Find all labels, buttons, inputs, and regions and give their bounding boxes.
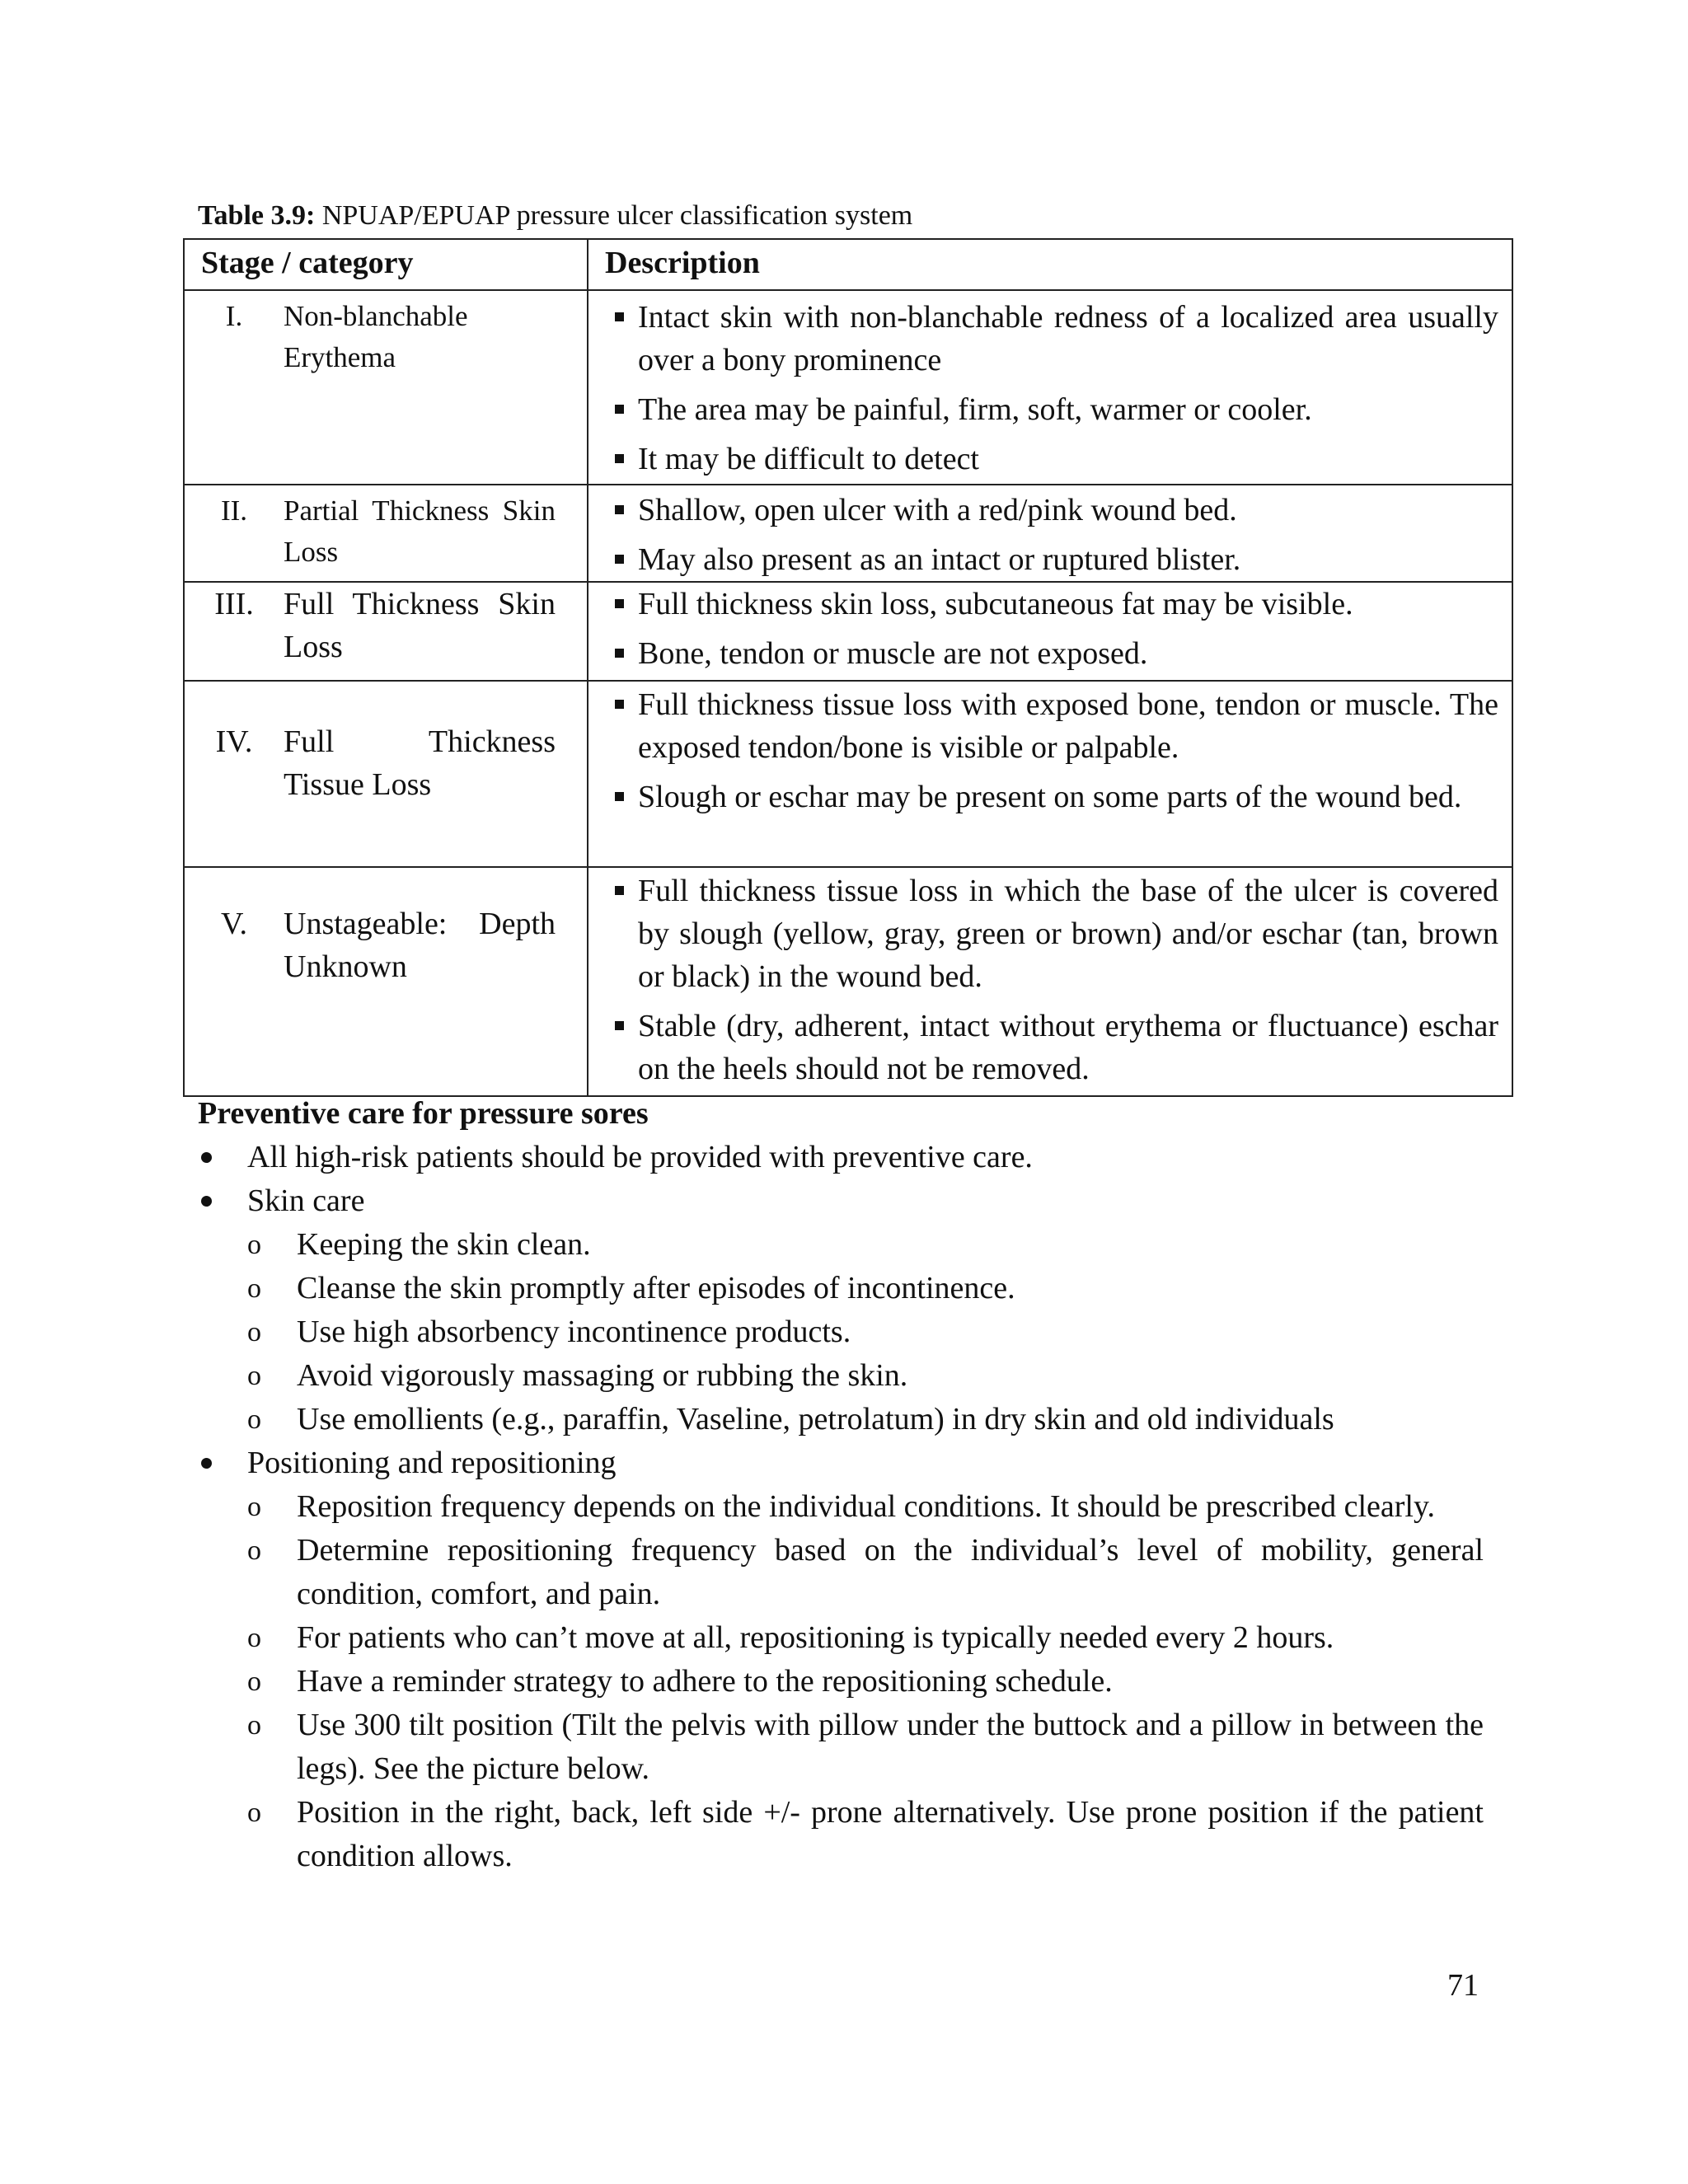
sub-list-item-text: Use high absorbency incontinence products. <box>297 1315 851 1349</box>
page-number: 71 <box>1447 1968 1479 2003</box>
stage-cell <box>184 867 588 1096</box>
description-item: Full thickness tissue loss in which the base of the ulcer is covered by slough (yellow, gray, green or brown) and/or eschar (tan, brown or black) in the wound bed. <box>615 869 1498 998</box>
sub-list-item-text: Determine repositioning frequency based on the individual’s level of mobility, general condition, comfort, and pain. <box>297 1533 1484 1611</box>
sub-list-item-text: Keeping the skin clean. <box>297 1227 591 1262</box>
table-header-row <box>184 239 1512 290</box>
stage-name: Full Thickness Skin Loss <box>284 587 556 664</box>
sub-list-item-text: Reposition frequency depends on the individual conditions. It should be prescribed clearly. <box>297 1489 1436 1524</box>
stage-name: Non-blanchable Erythema <box>284 300 468 373</box>
stage-name: Partial Thickness Skin Loss <box>284 494 556 568</box>
circle-bullet-icon: o <box>247 1404 261 1435</box>
sub-list-item-text: Use emollients (e.g., paraffin, Vaseline, petrolatum) in dry skin and old individuals <box>297 1402 1334 1436</box>
description-cell <box>588 867 1512 1096</box>
circle-bullet-icon: o <box>247 1492 261 1522</box>
stage-number: V. <box>220 907 248 941</box>
description-item: The area may be painful, firm, soft, warmer or cooler. <box>615 388 1498 431</box>
caption-label: Table 3.9: <box>198 200 316 231</box>
table-row <box>184 681 1512 867</box>
sub-list-item-text: Cleanse the skin promptly after episodes of incontinence. <box>297 1271 1015 1305</box>
sub-list-item <box>247 1310 1484 1354</box>
sub-list-item-text: Avoid vigorously massaging or rubbing the skin. <box>297 1358 908 1393</box>
sub-list-item <box>247 1354 1484 1398</box>
description-item: Intact skin with non-blanchable redness of a localized area usually over a bony prominence <box>615 296 1498 382</box>
table-caption <box>198 199 912 232</box>
description-cell <box>588 681 1512 867</box>
stage-cell <box>184 681 588 867</box>
description-cell <box>588 485 1512 582</box>
header-stage: Stage / category <box>184 239 588 290</box>
list-item <box>198 1136 1484 1179</box>
stage-cell <box>184 290 588 485</box>
sub-list-item-text: Use 300 tilt position (Tilt the pelvis with pillow under the buttock and a pillow in between the legs). See the picture below. <box>297 1708 1484 1786</box>
sub-list-item <box>247 1660 1484 1704</box>
preventive-care-section <box>198 1092 1484 1878</box>
description-cell <box>588 290 1512 485</box>
sub-list-item <box>247 1223 1484 1267</box>
section-heading: Preventive care for pressure sores <box>198 1096 649 1131</box>
description-item: Full thickness skin loss, subcutaneous fat may be visible. <box>615 583 1498 626</box>
bullet-icon <box>201 1152 212 1163</box>
sub-list-item <box>247 1485 1484 1529</box>
description-item: It may be difficult to detect <box>615 438 1498 480</box>
sub-list-item <box>247 1267 1484 1310</box>
circle-bullet-icon: o <box>247 1361 261 1391</box>
circle-bullet-icon: o <box>247 1535 261 1566</box>
stage-number: I. <box>225 300 243 332</box>
sub-list-item-text: Position in the right, back, left side +/- prone alternatively. Use prone position if the patient condition allows. <box>297 1795 1484 1873</box>
description-item: May also present as an intact or ruptured blister. <box>615 538 1498 581</box>
table-row <box>184 485 1512 582</box>
list-item <box>198 1441 1484 1878</box>
circle-bullet-icon: o <box>247 1230 261 1260</box>
list-item-text: All high-risk patients should be provided with preventive care. <box>247 1140 1033 1174</box>
circle-bullet-icon: o <box>247 1797 261 1828</box>
description-item: Stable (dry, adherent, intact without erythema or fluctuance) eschar on the heels should not be removed. <box>615 1005 1498 1090</box>
caption-title: NPUAP/EPUAP pressure ulcer classification system <box>321 200 913 231</box>
table-row <box>184 290 1512 485</box>
circle-bullet-icon: o <box>247 1666 261 1697</box>
description-item: Full thickness tissue loss with exposed bone, tendon or muscle. The exposed tendon/bone is visible or palpable. <box>615 683 1498 769</box>
sub-list-item <box>247 1704 1484 1791</box>
bullet-icon <box>201 1196 212 1207</box>
stage-name: Unstageable: Depth Unknown <box>284 907 556 984</box>
list-item-text: Positioning and repositioning <box>247 1446 617 1480</box>
circle-bullet-icon: o <box>247 1710 261 1741</box>
circle-bullet-icon: o <box>247 1623 261 1653</box>
list-item-text: Skin care <box>247 1183 365 1218</box>
stage-number: IV. <box>215 724 253 759</box>
list-item <box>198 1179 1484 1441</box>
bullet-icon <box>201 1458 212 1469</box>
description-item: Slough or eschar may be present on some parts of the wound bed. <box>615 776 1498 818</box>
description-item: Bone, tendon or muscle are not exposed. <box>615 632 1498 675</box>
header-description: Description <box>588 239 1512 290</box>
sub-list-item <box>247 1616 1484 1660</box>
classification-table <box>183 238 1513 1097</box>
stage-number: III. <box>214 587 254 621</box>
table-row <box>184 582 1512 681</box>
sub-list-item <box>247 1398 1484 1441</box>
description-cell <box>588 582 1512 681</box>
sub-list-item-text: For patients who can’t move at all, repositioning is typically needed every 2 hours. <box>297 1620 1334 1655</box>
stage-number: II. <box>220 494 248 527</box>
circle-bullet-icon: o <box>247 1317 261 1347</box>
circle-bullet-icon: o <box>247 1273 261 1304</box>
stage-cell <box>184 582 588 681</box>
description-item: Shallow, open ulcer with a red/pink wound bed. <box>615 489 1498 532</box>
sub-list-item <box>247 1529 1484 1616</box>
table-row <box>184 867 1512 1096</box>
sub-list-item-text: Have a reminder strategy to adhere to the repositioning schedule. <box>297 1664 1113 1699</box>
sub-list-item <box>247 1791 1484 1878</box>
stage-name: Full Thickness Tissue Loss <box>284 724 556 802</box>
stage-cell <box>184 485 588 582</box>
